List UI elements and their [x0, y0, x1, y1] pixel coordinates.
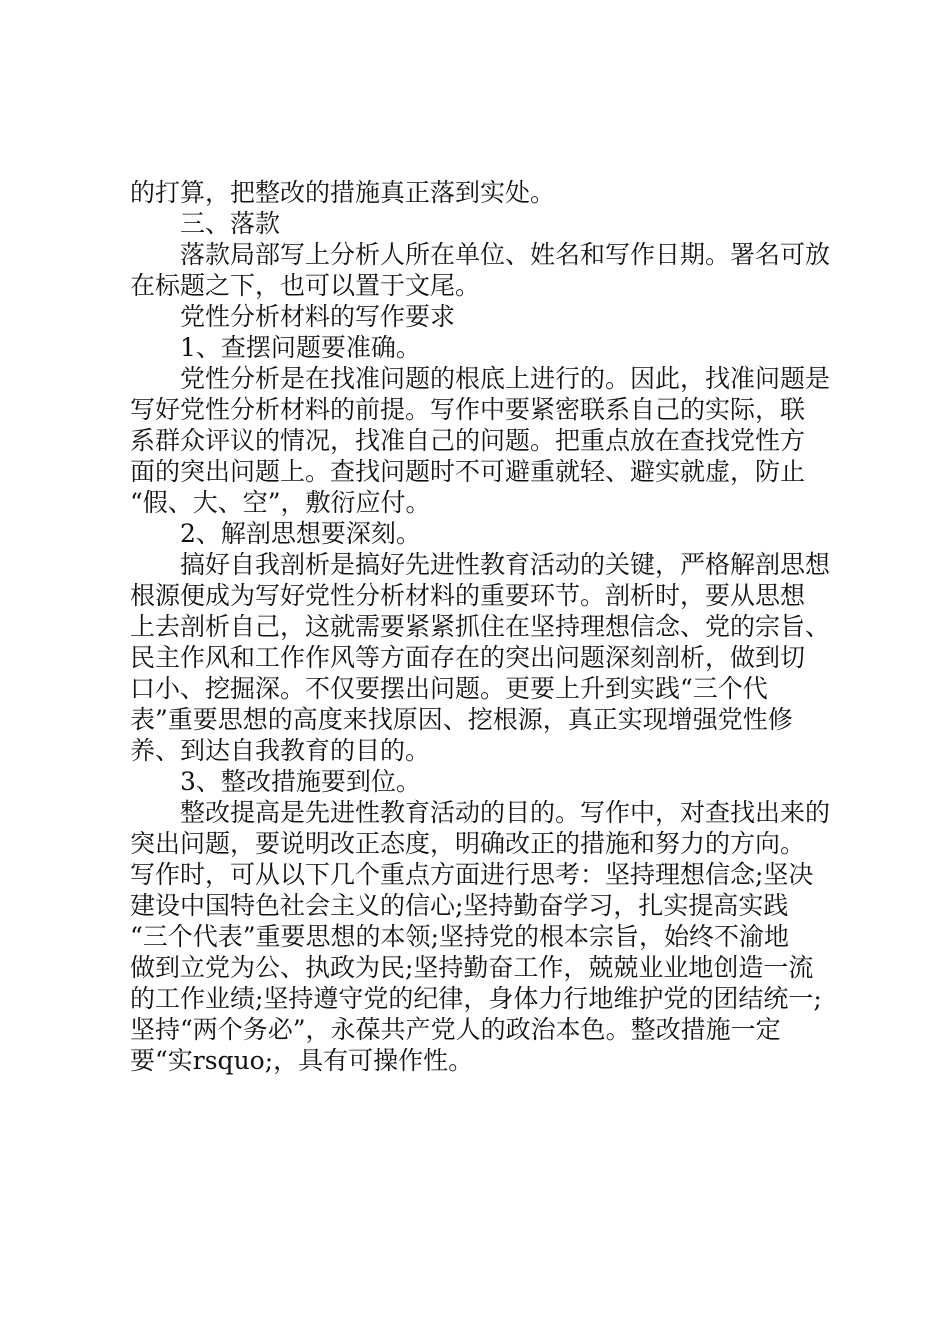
text-line: 坚持“两个务必”，永葆共产党人的政治本色。整改措施一定	[130, 1015, 781, 1044]
text-line: 系群众评议的情况，找准自己的问题。把重点放在查找党性方	[130, 426, 806, 455]
text-line: 在标题之下，也可以置于文尾。	[130, 271, 481, 300]
text-line: 要“实rsquo;，具有可操作性。	[130, 1046, 474, 1075]
text-line: 突出问题，要说明改正态度，明确改正的措施和努力的方向。	[130, 829, 806, 858]
text-line: 搞好自我剖析是搞好先进性教育活动的关键，严格解剖思想	[130, 550, 831, 579]
text-line: 表”重要思想的高度来找原因、挖根源，真正实现增强党性修	[130, 705, 793, 734]
text-line: 整改提高是先进性教育活动的目的。写作中，对查找出来的	[130, 798, 831, 827]
text-line: 养、到达自我教育的目的。	[130, 736, 431, 765]
text-line: 面的突出问题上。查找问题时不可避重就轻、避实就虚，防止	[130, 457, 806, 486]
text-line: “假、大、空”，敷衍应付。	[130, 488, 431, 517]
text-line: 建设中国特色社会主义的信心;坚持勤奋学习，扎实提高实践	[130, 891, 789, 920]
text-line: 2、解剖思想要深刻。	[130, 519, 421, 548]
text-line: 3、整改措施要到位。	[130, 767, 421, 796]
text-line: 民主作风和工作作风等方面存在的突出问题深刻剖析，做到切	[130, 643, 806, 672]
text-line: 党性分析是在找准问题的根底上进行的。因此，找准问题是	[130, 364, 831, 393]
text-line: 写作时，可从以下几个重点方面进行思考：坚持理想信念;坚决	[130, 860, 814, 889]
text-line: 1、查摆问题要准确。	[130, 333, 421, 362]
text-line: 的打算，把整改的措施真正落到实处。	[130, 178, 556, 207]
text-line: “三个代表”重要思想的本领;坚持党的根本宗旨，始终不渝地	[130, 922, 789, 951]
text-line: 根源便成为写好党性分析材料的重要环节。剖析时，要从思想	[130, 581, 806, 610]
text-line: 党性分析材料的写作要求	[130, 302, 456, 331]
text-line: 上去剖析自己，这就需要紧紧抓住在坚持理想信念、党的宗旨、	[130, 612, 831, 641]
text-line: 写好党性分析材料的前提。写作中要紧密联系自己的实际，联	[130, 395, 806, 424]
text-line: 做到立党为公、执政为民;坚持勤奋工作，兢兢业业地创造一流	[130, 953, 814, 982]
text-line: 口小、挖掘深。不仅要摆出问题。更要上升到实践“三个代	[130, 674, 768, 703]
text-line: 三、落款	[130, 209, 281, 238]
text-line: 落款局部写上分析人所在单位、姓名和写作日期。署名可放	[130, 240, 831, 269]
document-body	[130, 177, 840, 1076]
text-line: 的工作业绩;坚持遵守党的纪律，身体力行地维护党的团结统一;	[130, 984, 822, 1013]
